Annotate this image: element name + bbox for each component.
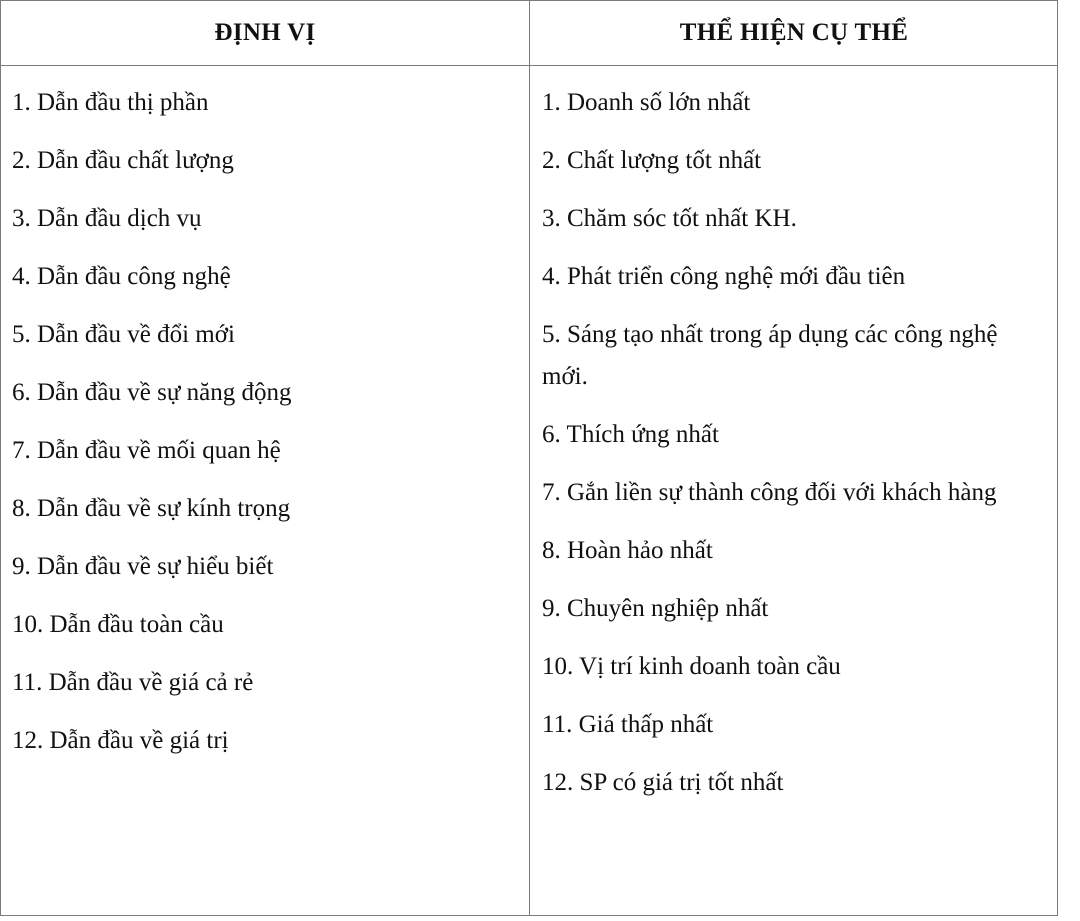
column-divider	[529, 1, 530, 915]
list-item: 10. Dẫn đầu toàn cầu	[12, 611, 224, 638]
list-item: 11. Giá thấp nhất	[542, 711, 714, 738]
positioning-column	[12, 66, 522, 762]
expression-column	[542, 66, 1012, 804]
list-item: 5. Sáng tạo nhất trong áp dụng các công nghệ mới.	[542, 321, 998, 390]
list-item: 9. Chuyên nghiệp nhất	[542, 595, 769, 622]
list-item: 8. Hoàn hảo nhất	[542, 537, 713, 564]
list-item: 3. Dẫn đầu dịch vụ	[12, 205, 202, 232]
list-item: 1. Doanh số lớn nhất	[542, 89, 751, 116]
list-item: 9. Dẫn đầu về sự hiểu biết	[12, 553, 274, 580]
list-item: 7. Dẫn đầu về mối quan hệ	[12, 437, 281, 464]
list-item: 7. Gắn liền sự thành công đối với khách hàng	[542, 479, 997, 506]
list-item: 11. Dẫn đầu về giá cả rẻ	[12, 669, 254, 696]
list-item: 12. SP có giá trị tốt nhất	[542, 769, 784, 796]
list-item: 1. Dẫn đầu thị phần	[12, 89, 209, 116]
list-item: 5. Dẫn đầu về đổi mới	[12, 321, 235, 348]
header-specific-expression: THỂ HIỆN CỤ THỂ	[679, 19, 909, 46]
list-item: 8. Dẫn đầu về sự kính trọng	[12, 495, 291, 522]
header-positioning: ĐỊNH VỊ	[214, 19, 316, 46]
list-item: 2. Chất lượng tốt nhất	[542, 147, 762, 174]
list-item: 12. Dẫn đầu về giá trị	[12, 727, 229, 754]
list-item: 6. Dẫn đầu về sự năng động	[12, 379, 292, 406]
list-item: 4. Dẫn đầu công nghệ	[12, 263, 231, 290]
list-item: 6. Thích ứng nhất	[542, 421, 719, 448]
list-item: 3. Chăm sóc tốt nhất KH.	[542, 205, 797, 232]
list-item: 4. Phát triển công nghệ mới đầu tiên	[542, 263, 906, 290]
list-item: 2. Dẫn đầu chất lượng	[12, 147, 234, 174]
list-item: 10. Vị trí kinh doanh toàn cầu	[542, 653, 841, 680]
